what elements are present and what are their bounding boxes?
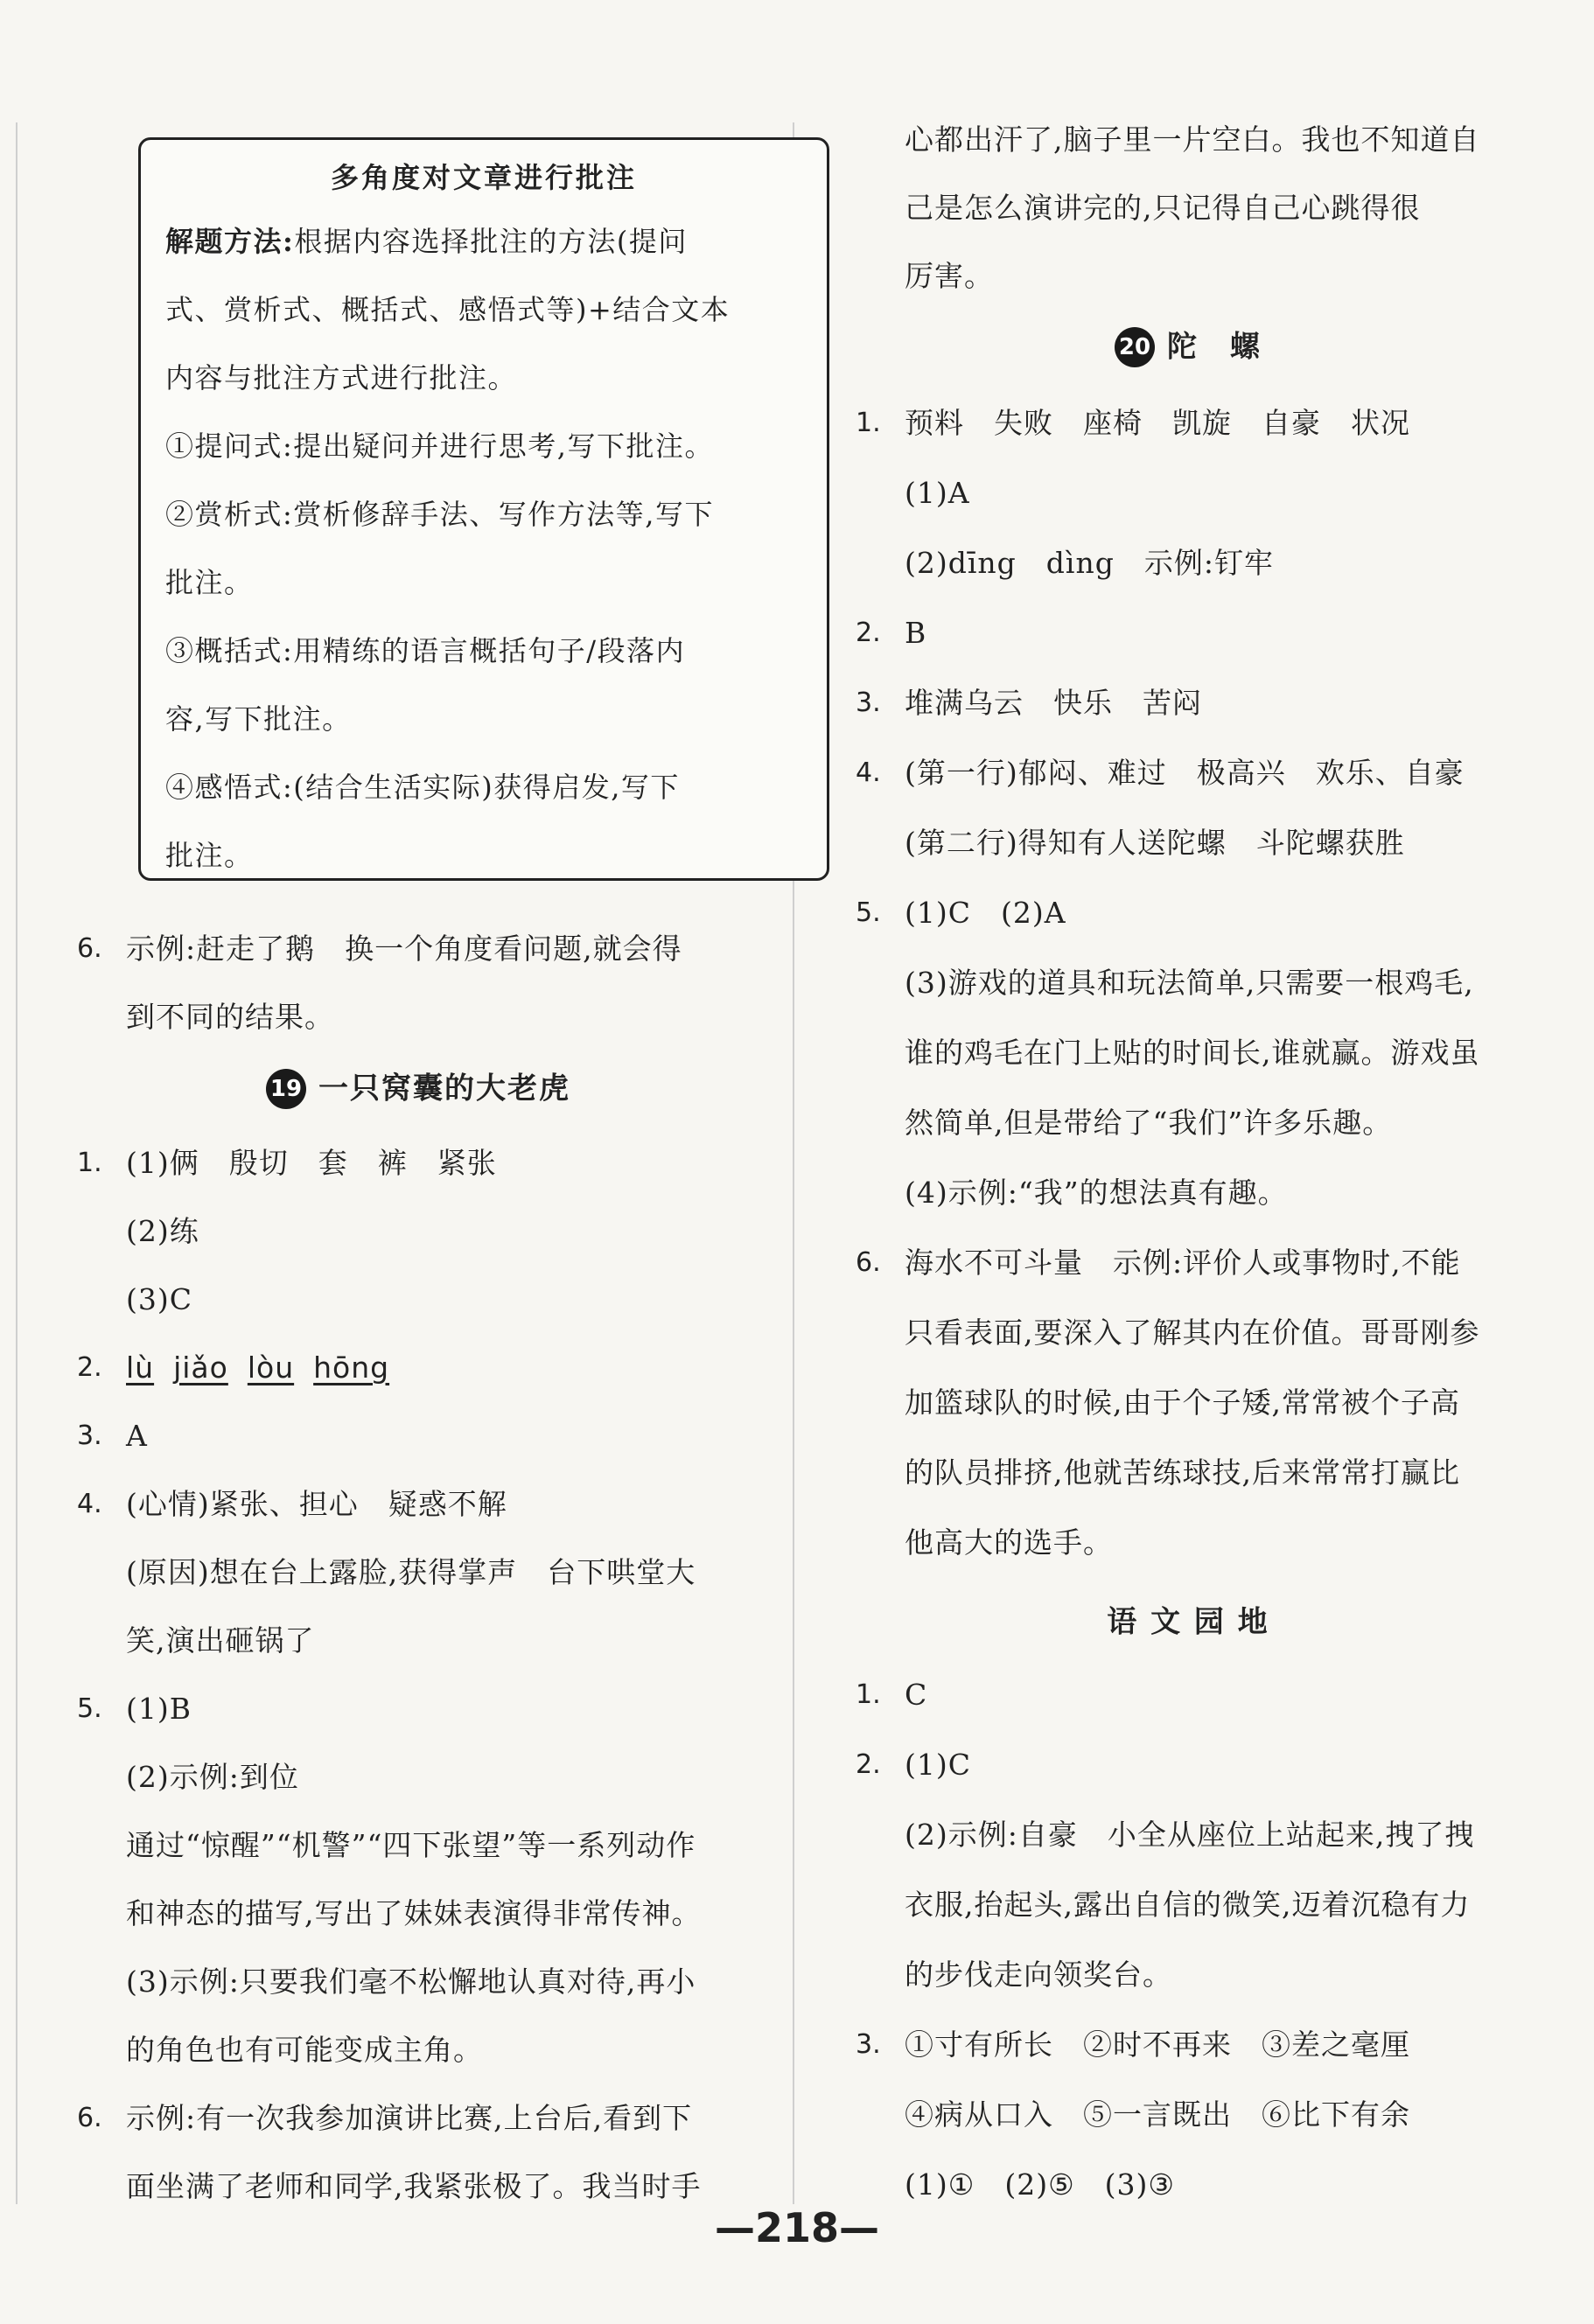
tip-line: 式、赏析式、概括式、感悟式等)+结合文本 bbox=[165, 293, 731, 326]
answer-line: 到不同的结果。 bbox=[126, 1000, 334, 1034]
question-number: 2. bbox=[77, 1352, 102, 1383]
answer-line: 和神态的描写,写出了妹妹表演得非常传神。 bbox=[126, 1896, 702, 1930]
question-number: 5. bbox=[856, 897, 881, 928]
answer-line: (2)练 bbox=[126, 1214, 199, 1248]
section-heading bbox=[77, 1067, 759, 1109]
lesson-number-badge: 20 bbox=[1115, 327, 1155, 367]
answer-line: (第一行)郁闷、难过 极高兴 欢乐、自豪 bbox=[905, 756, 1465, 790]
column-divider bbox=[16, 122, 17, 2204]
tip-box-title: 多角度对文章进行批注 bbox=[330, 161, 637, 194]
answer-line: ①寸有所长 ②时不再来 ③差之毫厘 bbox=[905, 2027, 1410, 2062]
question-number: 1. bbox=[856, 1679, 881, 1710]
answer-line: (1)俩 殷切 套 裤 紧张 bbox=[126, 1146, 497, 1180]
answer-line: (3)C bbox=[126, 1282, 192, 1316]
pinyin-answer: jiǎo bbox=[173, 1350, 228, 1385]
question-number: 6. bbox=[856, 1247, 881, 1278]
answer-line: 的步伐走向领奖台。 bbox=[905, 1958, 1172, 1992]
question-number: 2. bbox=[856, 618, 881, 648]
answer-line: 通过“惊醒”“机警”“四下张望”等一系列动作 bbox=[126, 1828, 696, 1862]
answer-line: 衣服,抬起头,露出自信的微笑,迈着沉稳有力 bbox=[905, 1888, 1471, 1922]
answer-line: 笑,演出砸锅了 bbox=[126, 1623, 315, 1658]
answer-line: (2)dīng dìng 示例:钉牢 bbox=[905, 546, 1274, 580]
pinyin-answer: hōng bbox=[313, 1350, 390, 1385]
answer-line: 他高大的选手。 bbox=[905, 1525, 1113, 1560]
tip-line-text: 根据内容选择批注的方法(提问 bbox=[294, 225, 688, 258]
answer-line: 堆满乌云 快乐 苦闷 bbox=[905, 686, 1202, 720]
answer-line: 的队员排挤,他就苦练球技,后来常常打赢比 bbox=[905, 1455, 1460, 1490]
answer-line: 厉害。 bbox=[905, 259, 994, 293]
section-title: 一只窝囊的大老虎 bbox=[318, 1071, 570, 1106]
question-number: 3. bbox=[856, 2029, 881, 2060]
answer-line: 示例:赶走了鹅 换一个角度看问题,就会得 bbox=[126, 932, 682, 966]
tip-line: 容,写下批注。 bbox=[165, 702, 352, 736]
method-label: 解题方法: bbox=[165, 225, 295, 258]
answer-line: (第二行)得知有人送陀螺 斗陀螺获胜 bbox=[905, 826, 1405, 860]
answer-line: 加篮球队的时候,由于个子矮,常常被个子高 bbox=[905, 1385, 1460, 1420]
tip-line bbox=[165, 224, 688, 259]
question-number: 3. bbox=[77, 1420, 102, 1451]
answer-line: 谁的鸡毛在门上贴的时间长,谁就赢。游戏虽 bbox=[905, 1036, 1480, 1070]
answer-line bbox=[77, 1350, 409, 1385]
answer-line: 预料 失败 座椅 凯旋 自豪 状况 bbox=[905, 406, 1410, 440]
section-heading bbox=[856, 325, 1521, 367]
pinyin-answer: lòu bbox=[247, 1350, 295, 1385]
answer-line: (1)C bbox=[905, 1748, 971, 1782]
answer-line: 面坐满了老师和同学,我紧张极了。我当时手 bbox=[126, 2169, 702, 2203]
page-number: —218— bbox=[714, 2204, 880, 2251]
answer-line: 只看表面,要深入了解其内在价值。哥哥刚参 bbox=[905, 1316, 1480, 1350]
answer-line: 心都出汗了,脑子里一片空白。我也不知道自 bbox=[905, 122, 1480, 157]
answer-line: B bbox=[905, 616, 927, 650]
question-number: 1. bbox=[77, 1148, 102, 1178]
question-number: 4. bbox=[856, 757, 881, 788]
lesson-number-badge: 19 bbox=[266, 1069, 306, 1109]
tip-line: ④感悟式:(结合生活实际)获得启发,写下 bbox=[165, 771, 680, 804]
tip-box bbox=[138, 137, 829, 881]
question-number: 6. bbox=[77, 2103, 102, 2133]
question-number: 4. bbox=[77, 1489, 102, 1519]
answer-line: (1)B bbox=[126, 1692, 192, 1726]
tip-line: 批注。 bbox=[165, 566, 254, 599]
answer-line: 示例:有一次我参加演讲比赛,上台后,看到下 bbox=[126, 2101, 693, 2135]
question-number: 6. bbox=[77, 933, 102, 964]
question-number: 3. bbox=[856, 687, 881, 718]
answer-line: C bbox=[905, 1678, 928, 1712]
answer-line: (心情)紧张、担心 疑惑不解 bbox=[126, 1487, 507, 1521]
answer-line: (4)示例:“我”的想法真有趣。 bbox=[905, 1176, 1288, 1210]
tip-line: ①提问式:提出疑问并进行思考,写下批注。 bbox=[165, 429, 714, 463]
question-number: 1. bbox=[856, 408, 881, 438]
answer-line: 然简单,但是带给了“我们”许多乐趣。 bbox=[905, 1106, 1393, 1140]
answer-line: (2)示例:自豪 小全从座位上站起来,拽了拽 bbox=[905, 1818, 1475, 1852]
answer-line: (2)示例:到位 bbox=[126, 1760, 299, 1794]
tip-line: ②赏析式:赏析修辞手法、写作方法等,写下 bbox=[165, 498, 714, 531]
answer-line: A bbox=[126, 1419, 148, 1453]
section-title: 语 文 园 地 bbox=[1107, 1604, 1269, 1640]
tip-line: 批注。 bbox=[165, 839, 254, 872]
question-number: 2. bbox=[856, 1749, 881, 1780]
answer-line: (原因)想在台上露脸,获得掌声 台下哄堂大 bbox=[126, 1555, 696, 1589]
answer-line: (1)C (2)A bbox=[905, 896, 1066, 930]
answer-line: (3)游戏的道具和玩法简单,只需要一根鸡毛, bbox=[905, 966, 1474, 1000]
section-title: 陀 螺 bbox=[1167, 329, 1262, 365]
question-number: 5. bbox=[77, 1693, 102, 1724]
answer-line: (3)示例:只要我们毫不松懈地认真对待,再小 bbox=[126, 1965, 696, 1999]
answer-line: (1)① (2)⑤ (3)③ bbox=[905, 2167, 1175, 2202]
section-heading bbox=[856, 1601, 1521, 1643]
answer-line: ④病从口入 ⑤一言既出 ⑥比下有余 bbox=[905, 2097, 1410, 2132]
tip-line: 内容与批注方式进行批注。 bbox=[165, 361, 518, 394]
tip-line: ③概括式:用精练的语言概括句子/段落内 bbox=[165, 634, 686, 667]
answer-line: 己是怎么演讲完的,只记得自己心跳得很 bbox=[905, 191, 1421, 225]
pinyin-answer: lù bbox=[126, 1350, 155, 1385]
answer-line: 海水不可斗量 示例:评价人或事物时,不能 bbox=[905, 1246, 1461, 1280]
answer-line: (1)A bbox=[905, 476, 970, 510]
answer-line: 的角色也有可能变成主角。 bbox=[126, 2033, 483, 2067]
